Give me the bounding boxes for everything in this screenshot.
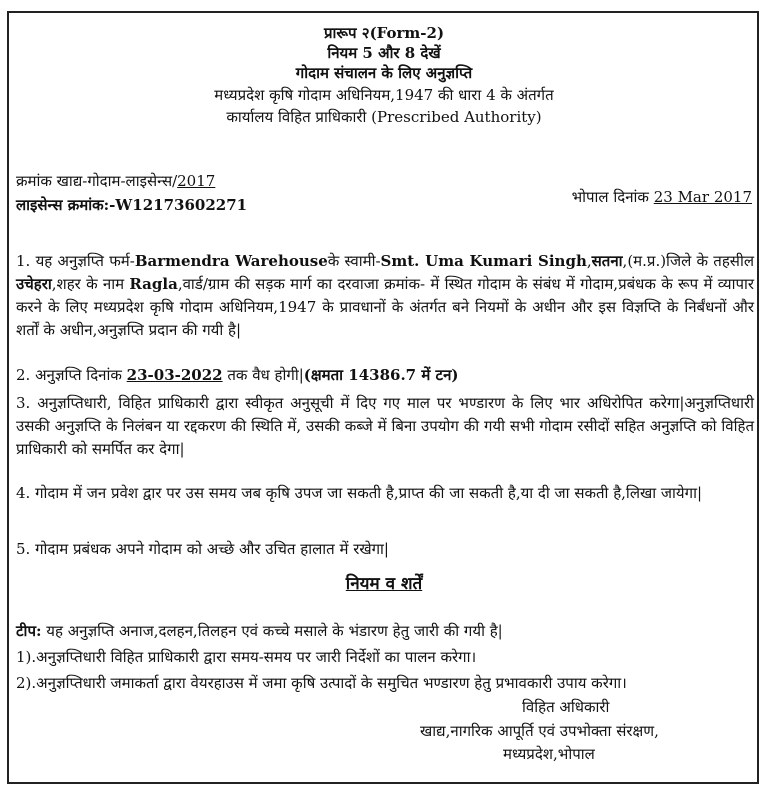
note-label: टीप: <box>16 622 42 640</box>
license-number-value: W12173602271 <box>115 196 248 214</box>
clause-1-text: 1. यह अनुज्ञप्ति फर्म- <box>16 252 135 270</box>
clause-2-text: 2. अनुज्ञप्ति दिनांक <box>16 366 127 384</box>
issue-date-label: भोपाल दिनांक <box>571 188 649 206</box>
reference-year: 2017 <box>177 172 216 190</box>
signatory-title: विहित अधिकारी <box>522 698 610 716</box>
office-name-hindi: कार्यालय विहित प्राधिकारी <box>226 108 367 126</box>
note <box>16 620 754 643</box>
clause-3: 3. अनुज्ञप्तिधारी, विहित प्राधिकारी द्वारा स्वीकृत अनुसूची में दिए गए माल पर भण्डारण के लिए भार अधिरोपित करेगा|अनुज्ञप्तिधारी उसकी अनुज्ञप्ति के निलंबन या रद्दकरण की स्थिति में, उसकी कब्जे में बिना उपयोग की गयी सभी गोदाम रसीदों सहित अनुज्ञप्ति को विहित प्राधिकारी को समर्पित कर देगा| <box>16 394 754 458</box>
clause-4: 4. गोदाम में जन प्रवेश द्वार पर उस समय जब कृषि उपज जा सकती है,प्राप्त की जा सकती है,या दी जा सकती है,लिखा जायेगा| <box>16 484 703 502</box>
clause-1-text: , <box>586 252 592 270</box>
signatory-department: खाद्य,नागरिक आपूर्ति एवं उपभोक्ता संरक्षण, <box>420 722 659 740</box>
firm-name: Barmendra Warehouse <box>134 252 328 270</box>
issue-date-value: 23 Mar 2017 <box>653 188 752 206</box>
form-label-english: (Form-2) <box>369 24 445 42</box>
clause-5: 5. गोदाम प्रबंधक अपने गोदाम को अच्छे और उचित हालात में रखेगा| <box>16 540 389 558</box>
license-title: गोदाम संचालन के लिए अनुज्ञप्ति <box>295 64 473 82</box>
clause-1 <box>16 250 754 342</box>
act-reference: मध्यप्रदेश कृषि गोदाम अधिनियम,1947 की धारा 4 के अंतर्गत <box>214 86 554 104</box>
reference-number <box>16 172 215 190</box>
clause-2-text: तक वैध होगी| <box>222 366 304 384</box>
tehsil-name: उचेहरा <box>16 275 52 293</box>
issue-date <box>572 188 752 206</box>
district-name: सतना <box>591 252 623 270</box>
signatory-location: मध्यप्रदेश,भोपाल <box>503 745 595 763</box>
form-label <box>0 24 768 42</box>
validity-date: 23-03-2022 <box>126 366 223 384</box>
clause-1-text: ,वार्ड/ग्राम की सड़क मार्ग का दरवाजा क्रमांक- में स्थित गोदाम के संबंध में गोदाम,प्रबंधक के रूप में व्यापार करने के लिए मध्यप्रदेश कृषि गोदाम अधिनियम,1947 के प्रावधानों के अंतर्गत बने नियमों के अधीन और इस विज्ञप्ति के निर्बंधनों और शर्तों के अधीन,अनुज्ञप्ति प्रदान की गयी है| <box>16 275 754 339</box>
terms-heading: नियम व शर्तें <box>345 574 423 594</box>
clause-2 <box>16 364 754 387</box>
town-name: Ragla <box>129 275 178 293</box>
capacity: (क्षमता 14386.7 में टन) <box>303 366 459 384</box>
reference-prefix: क्रमांक खाद्य-गोदाम-लाइसेन्स/ <box>16 172 178 190</box>
owner-name: Smt. Uma Kumari Singh <box>380 252 587 270</box>
form-label-hindi: प्रारूप २ <box>323 24 370 42</box>
rules-reference: नियम 5 और 8 देखें <box>327 44 441 62</box>
office-name-english: (Prescribed Authority) <box>371 108 542 126</box>
license-number-label: लाइसेन्स क्रमांक:- <box>16 196 116 214</box>
condition-1: 1).अनुज्ञप्तिधारी विहित प्राधिकारी द्वारा समय-समय पर जारी निर्देशों का पालन करेगा। <box>16 648 477 666</box>
license-number <box>16 196 247 214</box>
office-name <box>0 108 768 126</box>
clause-1-text: के स्वामी- <box>327 252 381 270</box>
clause-1-text: ,(म.प्र.)जिले के तहसील <box>622 252 754 270</box>
note-text: यह अनुज्ञप्ति अनाज,दलहन,तिलहन एवं कच्चे मसाले के भंडारण हेतु जारी की गयी है| <box>41 622 503 640</box>
clause-1-text: ,शहर के नाम <box>51 275 130 293</box>
condition-2: 2).अनुज्ञप्तिधारी जमाकर्ता द्वारा वेयरहाउस में जमा कृषि उत्पादों के समुचित भण्डारण हेतु प्रभावकारी उपाय करेगा। <box>16 674 627 692</box>
